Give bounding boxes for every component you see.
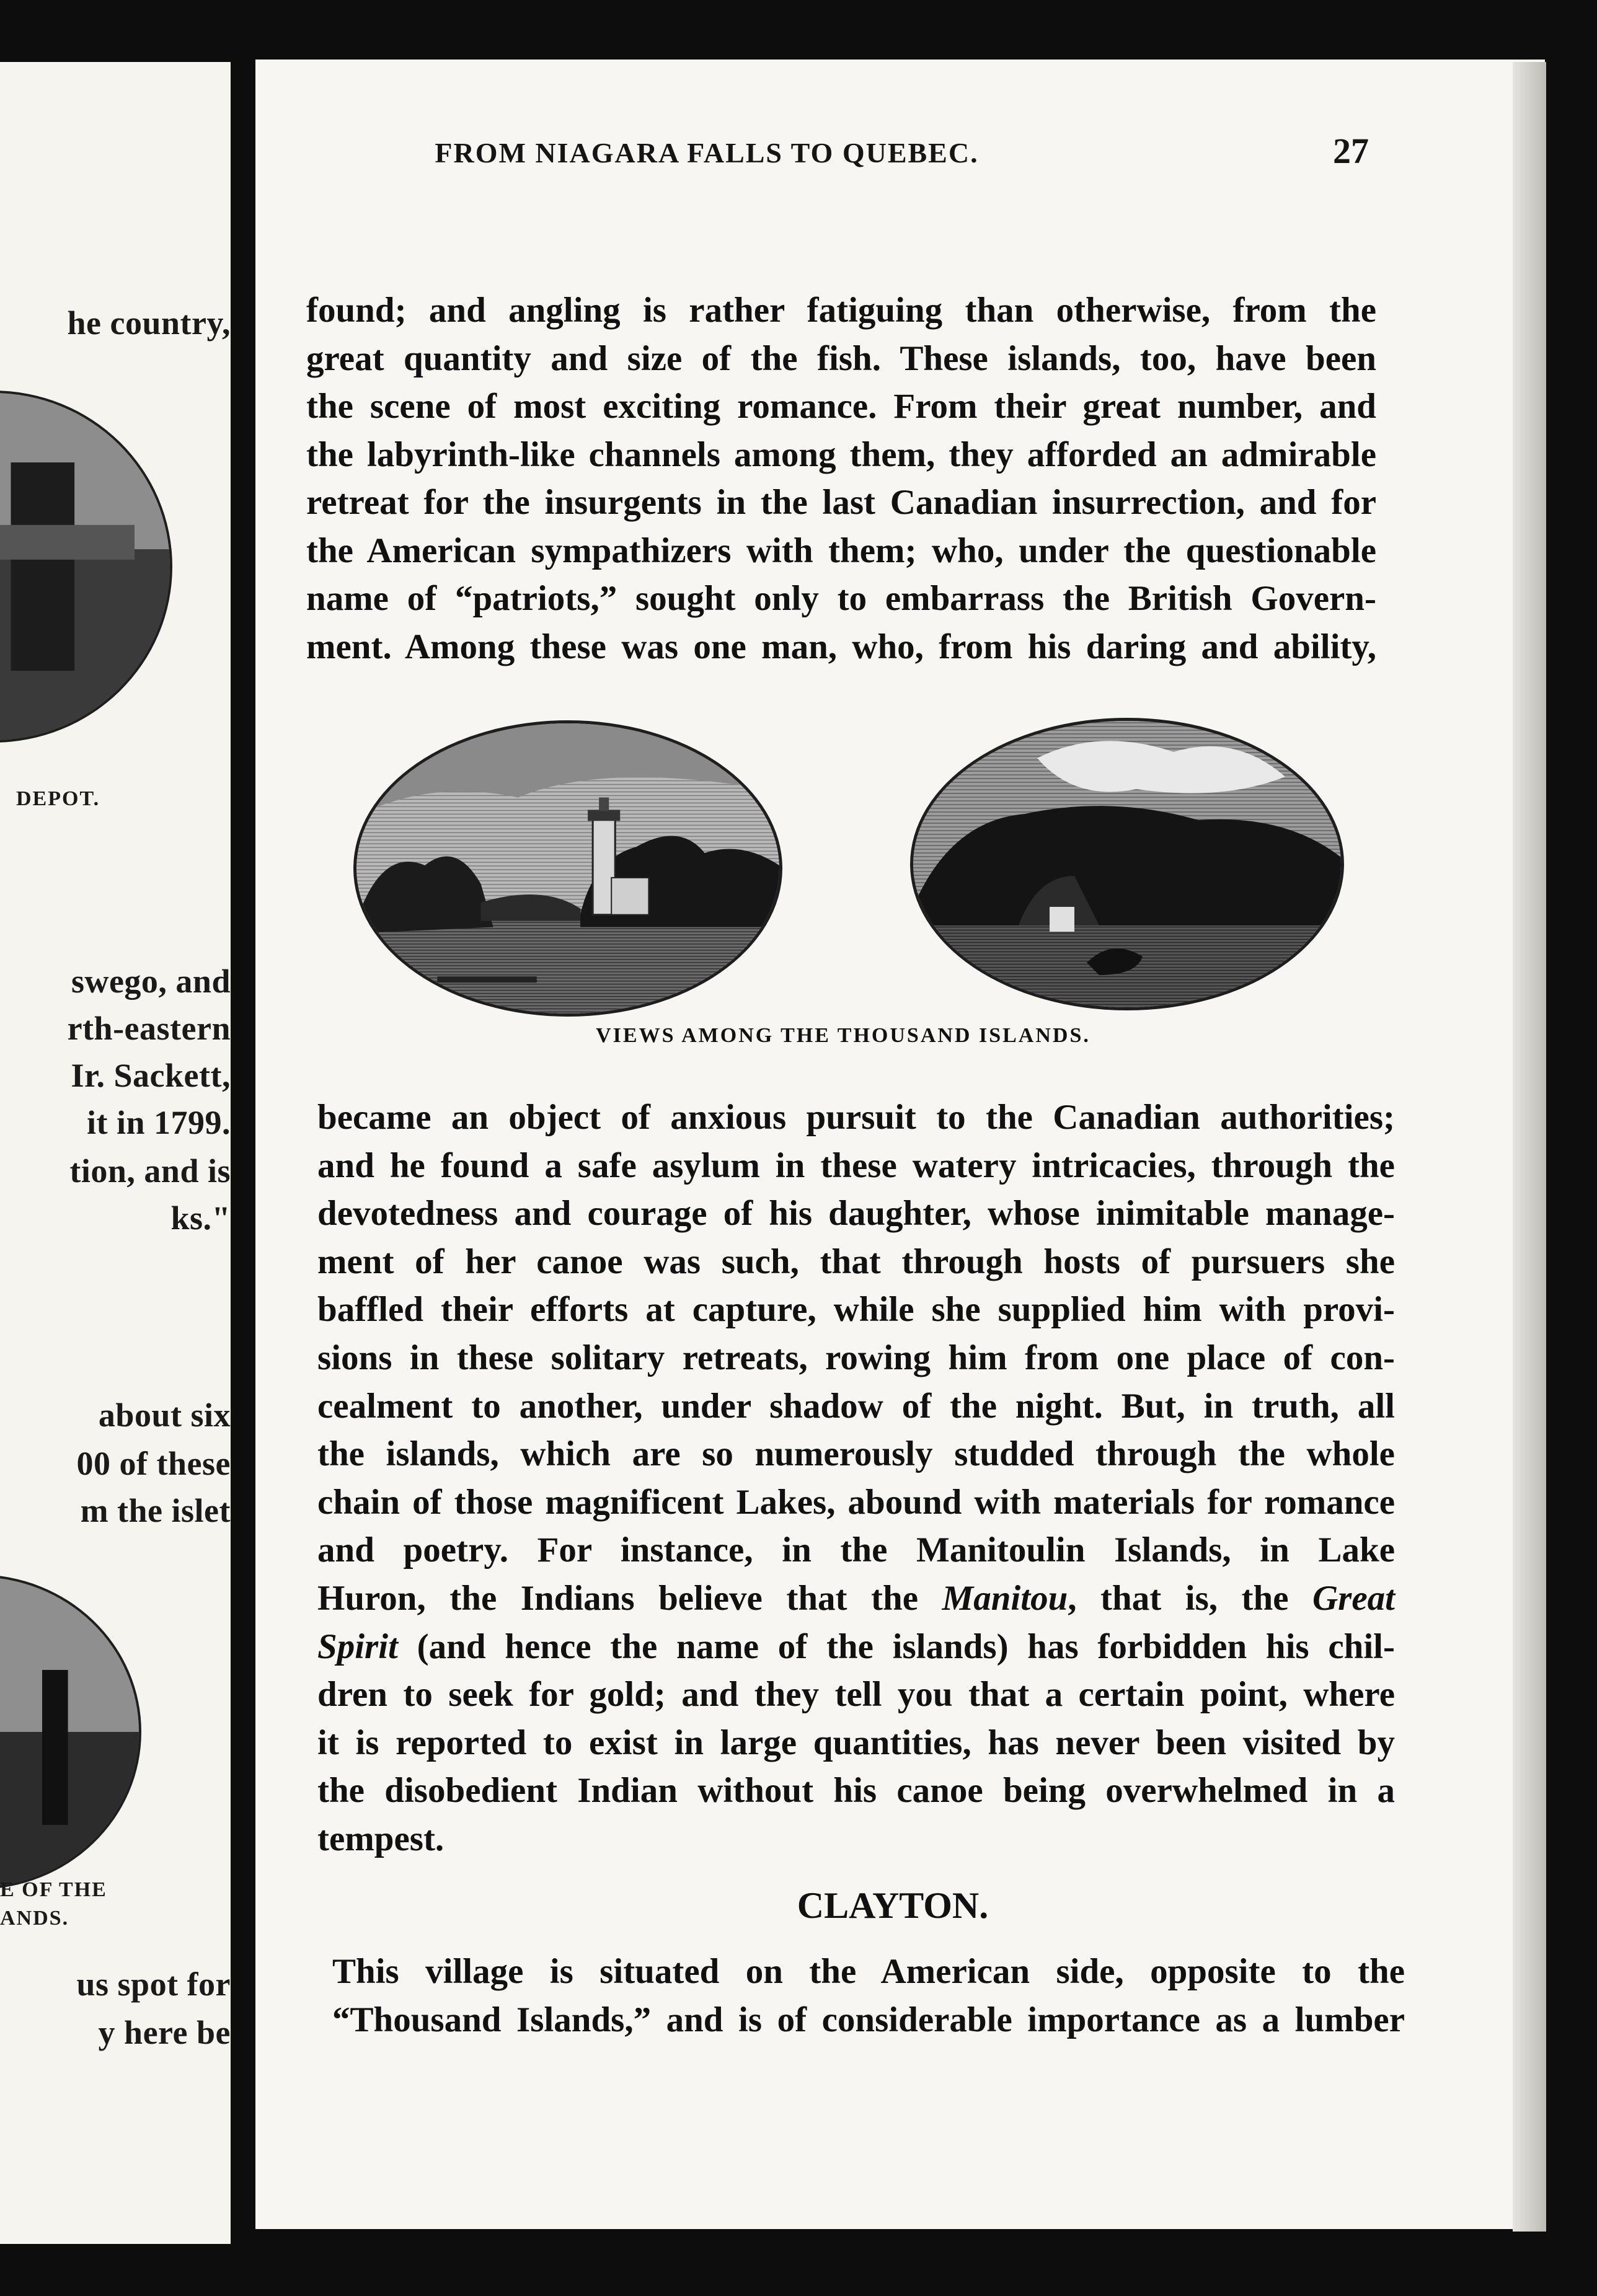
text-line: it is reported to exist in large quantities, has never been visited by bbox=[317, 1723, 1395, 1762]
text-line: dren to seek for gold; and they tell you that a certain point, where bbox=[317, 1675, 1395, 1715]
left-page-line: Ir. Sackett, bbox=[71, 1057, 231, 1094]
left-page-engraving-bottom bbox=[0, 1574, 141, 1889]
left-page-line: m the islet bbox=[80, 1492, 231, 1529]
text-line: the labyrinth-like channels among them, they afforded an admirable bbox=[306, 435, 1376, 474]
text-line: “Thousand Islands,” and is of considerable importance as a lumber bbox=[332, 2000, 1405, 2039]
left-page-line: it in 1799. bbox=[86, 1104, 231, 1141]
text-line: ment of her canoe was such, that through hosts of pursuers she bbox=[317, 1242, 1395, 1281]
left-page-line: 00 of these bbox=[76, 1445, 231, 1482]
left-page-line: tion, and is bbox=[69, 1152, 231, 1190]
text-line: found; and angling is rather fatiguing than otherwise, from the bbox=[306, 291, 1376, 330]
text-line: Spirit (and hence the name of the islands) has forbidden his chil- bbox=[317, 1627, 1395, 1666]
left-page-engraving-top bbox=[0, 391, 172, 743]
text-line: devotedness and courage of his daughter, whose inimitable manage- bbox=[317, 1194, 1395, 1234]
left-page-line: swego, and bbox=[71, 963, 231, 1000]
left-page-line: he country, bbox=[67, 304, 231, 342]
text-line: retreat for the insurgents in the last Canadian insurrection, and for bbox=[306, 483, 1376, 522]
left-page-caption: DEPOT. bbox=[16, 787, 100, 810]
figure-caption: VIEWS AMONG THE THOUSAND ISLANDS. bbox=[596, 1024, 1090, 1047]
text-line: Huron, the Indians believe that the Manitou, that is, the Great bbox=[317, 1579, 1395, 1618]
text-line: tempest. bbox=[317, 1819, 445, 1858]
text-line: This village is situated on the American side, opposite to the bbox=[332, 1952, 1405, 1991]
text-line: ment. Among these was one man, who, from his daring and ability, bbox=[306, 627, 1376, 666]
text-line: and poetry. For instance, in the Manitoulin Islands, in Lake bbox=[317, 1530, 1395, 1570]
page-edge bbox=[1513, 62, 1546, 2232]
left-page-line: y here be bbox=[98, 2014, 231, 2051]
text-line: the islands, which are so numerously studded through the whole bbox=[317, 1434, 1395, 1474]
section-heading: CLAYTON. bbox=[797, 1885, 989, 1926]
text-line: and he found a safe asylum in these watery intricacies, through the bbox=[317, 1146, 1395, 1185]
running-title: FROM NIAGARA FALLS TO QUEBEC. bbox=[435, 137, 979, 169]
left-page-line: ks." bbox=[170, 1199, 231, 1237]
text-line: cealment to another, under shadow of the night. But, in truth, all bbox=[317, 1386, 1395, 1426]
left-page-caption: E OF THE bbox=[0, 1878, 107, 1901]
text-line: great quantity and size of the fish. These islands, too, have been bbox=[306, 338, 1376, 378]
engraving-island-with-boat bbox=[910, 718, 1344, 1010]
page-number: 27 bbox=[1333, 131, 1369, 171]
engraving-lighthouse-island bbox=[353, 720, 782, 1017]
text-line: sions in these solitary retreats, rowing him from one place of con- bbox=[317, 1338, 1395, 1377]
left-page-line: us spot for bbox=[76, 1966, 231, 2003]
text-line: chain of those magnificent Lakes, abound with materials for romance bbox=[317, 1482, 1395, 1522]
left-page-line: rth-eastern bbox=[67, 1010, 231, 1047]
text-line: the disobedient Indian without his canoe being overwhelmed in a bbox=[317, 1771, 1395, 1811]
text-line: the scene of most exciting romance. From their great number, and bbox=[306, 387, 1376, 426]
text-line: the American sympathizers with them; who, under the questionable bbox=[306, 531, 1376, 570]
text-line: baffled their efforts at capture, while she supplied him with provi- bbox=[317, 1290, 1395, 1330]
left-facing-page bbox=[0, 62, 231, 2244]
text-line: became an object of anxious pursuit to the Canadian authorities; bbox=[317, 1098, 1395, 1137]
text-line: name of “patriots,” sought only to embarrass the British Govern- bbox=[306, 579, 1376, 618]
left-page-line: about six bbox=[98, 1397, 231, 1434]
left-page-caption: ANDS. bbox=[0, 1907, 69, 1930]
